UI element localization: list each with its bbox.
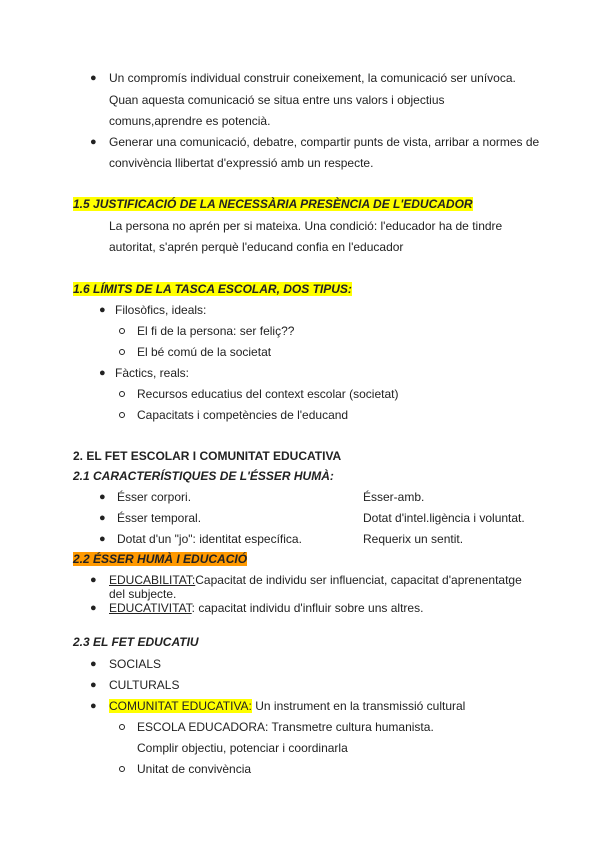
- bullet-dot: ●: [90, 136, 97, 148]
- trait-right-3: Requerix un sentit.: [363, 532, 464, 546]
- educativitat-term: EDUCATIVITAT: [109, 601, 192, 615]
- trait-right-1: Ésser-amb.: [363, 490, 425, 504]
- limit-group-2-sub-2: Capacitats i competències de l'educand: [137, 408, 349, 422]
- circle-bullet-icon: [119, 412, 125, 418]
- bullet-dot: ●: [90, 72, 97, 84]
- intro-bullet-2-line2: convivència llibertat d'expressió amb un respecte.: [109, 156, 374, 170]
- intro-bullet-1-line1: Un compromís individual construir coneixement, la comunicació ser unívoca.: [109, 71, 516, 85]
- intro-bullet-1-line3: comuns,aprendre es potencià.: [109, 114, 271, 128]
- educabilitat-line1: EDUCABILITAT:Capacitat de individu ser influenciat, capacitat d'aprenentatge: [109, 573, 522, 587]
- section-2-2-heading: 2.2 ÉSSER HUMÀ I EDUCACIÓ: [73, 552, 248, 566]
- limit-group-1-sub-1: El fi de la persona: ser feliç??: [137, 324, 295, 338]
- trait-right-2: Dotat d'intel.ligència i voluntat.: [363, 511, 525, 525]
- bullet-dot: ●: [90, 658, 97, 670]
- bullet-dot: ●: [99, 491, 106, 503]
- intro-bullet-2-line1: Generar una comunicació, debatre, compartir punts de vista, arribar a normes de: [109, 135, 540, 149]
- bullet-dot: ●: [90, 679, 97, 691]
- bullet-dot: ●: [90, 574, 97, 586]
- limit-group-1-sub-2: El bé comú de la societat: [137, 345, 272, 359]
- educabilitat-line2: del subjecte.: [109, 587, 177, 601]
- section-2-heading: 2. EL FET ESCOLAR I COMUNITAT EDUCATIVA: [73, 449, 342, 463]
- bullet-dot: ●: [90, 700, 97, 712]
- circle-bullet-icon: [119, 328, 125, 334]
- limit-group-1-label: Filosòfics, ideals:: [115, 303, 207, 317]
- limit-group-2-label: Fàctics, reals:: [115, 366, 190, 380]
- limit-group-2-sub-1: Recursos educatius del context escolar (societat): [137, 387, 399, 401]
- trait-left-2: Ésser temporal.: [117, 511, 202, 525]
- circle-bullet-icon: [119, 349, 125, 355]
- trait-left-3: Dotat d'un "jo": identitat específica.: [117, 532, 302, 546]
- comunitat-educativa-term: COMUNITAT EDUCATIVA:: [109, 699, 252, 713]
- bullet-dot: ●: [99, 367, 106, 379]
- section-2-1-heading: 2.1 CARACTERÍSTIQUES DE L'ÉSSER HUMÀ:: [73, 469, 334, 483]
- escola-educadora-line2: Complir objectiu, potenciar i coordinarla: [137, 741, 348, 755]
- trait-left-1: Ésser corpori.: [117, 490, 192, 504]
- bullet-dot: ●: [99, 533, 106, 545]
- circle-bullet-icon: [119, 766, 125, 772]
- section-1-5-line1: La persona no aprén per si mateixa. Una condició: l'educador ha de tindre: [109, 219, 503, 233]
- fet-item-socials: SOCIALS: [109, 657, 162, 671]
- circle-bullet-icon: [119, 724, 125, 730]
- intro-bullet-1-line2: Quan aquesta comunicació se situa entre uns valors i objectius: [109, 93, 445, 107]
- fet-item-culturals: CULTURALS: [109, 678, 180, 692]
- bullet-dot: ●: [99, 512, 106, 524]
- educabilitat-term: EDUCABILITAT:: [109, 573, 196, 587]
- escola-educadora-line1: ESCOLA EDUCADORA: Transmetre cultura humanista.: [137, 720, 434, 734]
- bullet-dot: ●: [99, 304, 106, 316]
- circle-bullet-icon: [119, 391, 125, 397]
- section-1-6-heading: 1.6 LÍMITS DE LA TASCA ESCOLAR, DOS TIPUS:: [73, 282, 352, 296]
- comunitat-educativa-line: COMUNITAT EDUCATIVA: Un instrument en la transmissió cultural: [109, 699, 466, 713]
- unitat-convivencia: Unitat de convivència: [137, 762, 252, 776]
- educativitat-line: EDUCATIVITAT: capacitat individu d'influir sobre uns altres.: [109, 601, 424, 615]
- section-1-5-line2: autoritat, s'aprén perquè l'educand confia en l'educador: [109, 240, 404, 254]
- section-2-3-heading: 2.3 EL FET EDUCATIU: [73, 635, 199, 649]
- section-1-5-heading: 1.5 JUSTIFICACIÓ DE LA NECESSÀRIA PRESÈNCIA DE L'EDUCADOR: [73, 197, 473, 211]
- bullet-dot: ●: [90, 602, 97, 614]
